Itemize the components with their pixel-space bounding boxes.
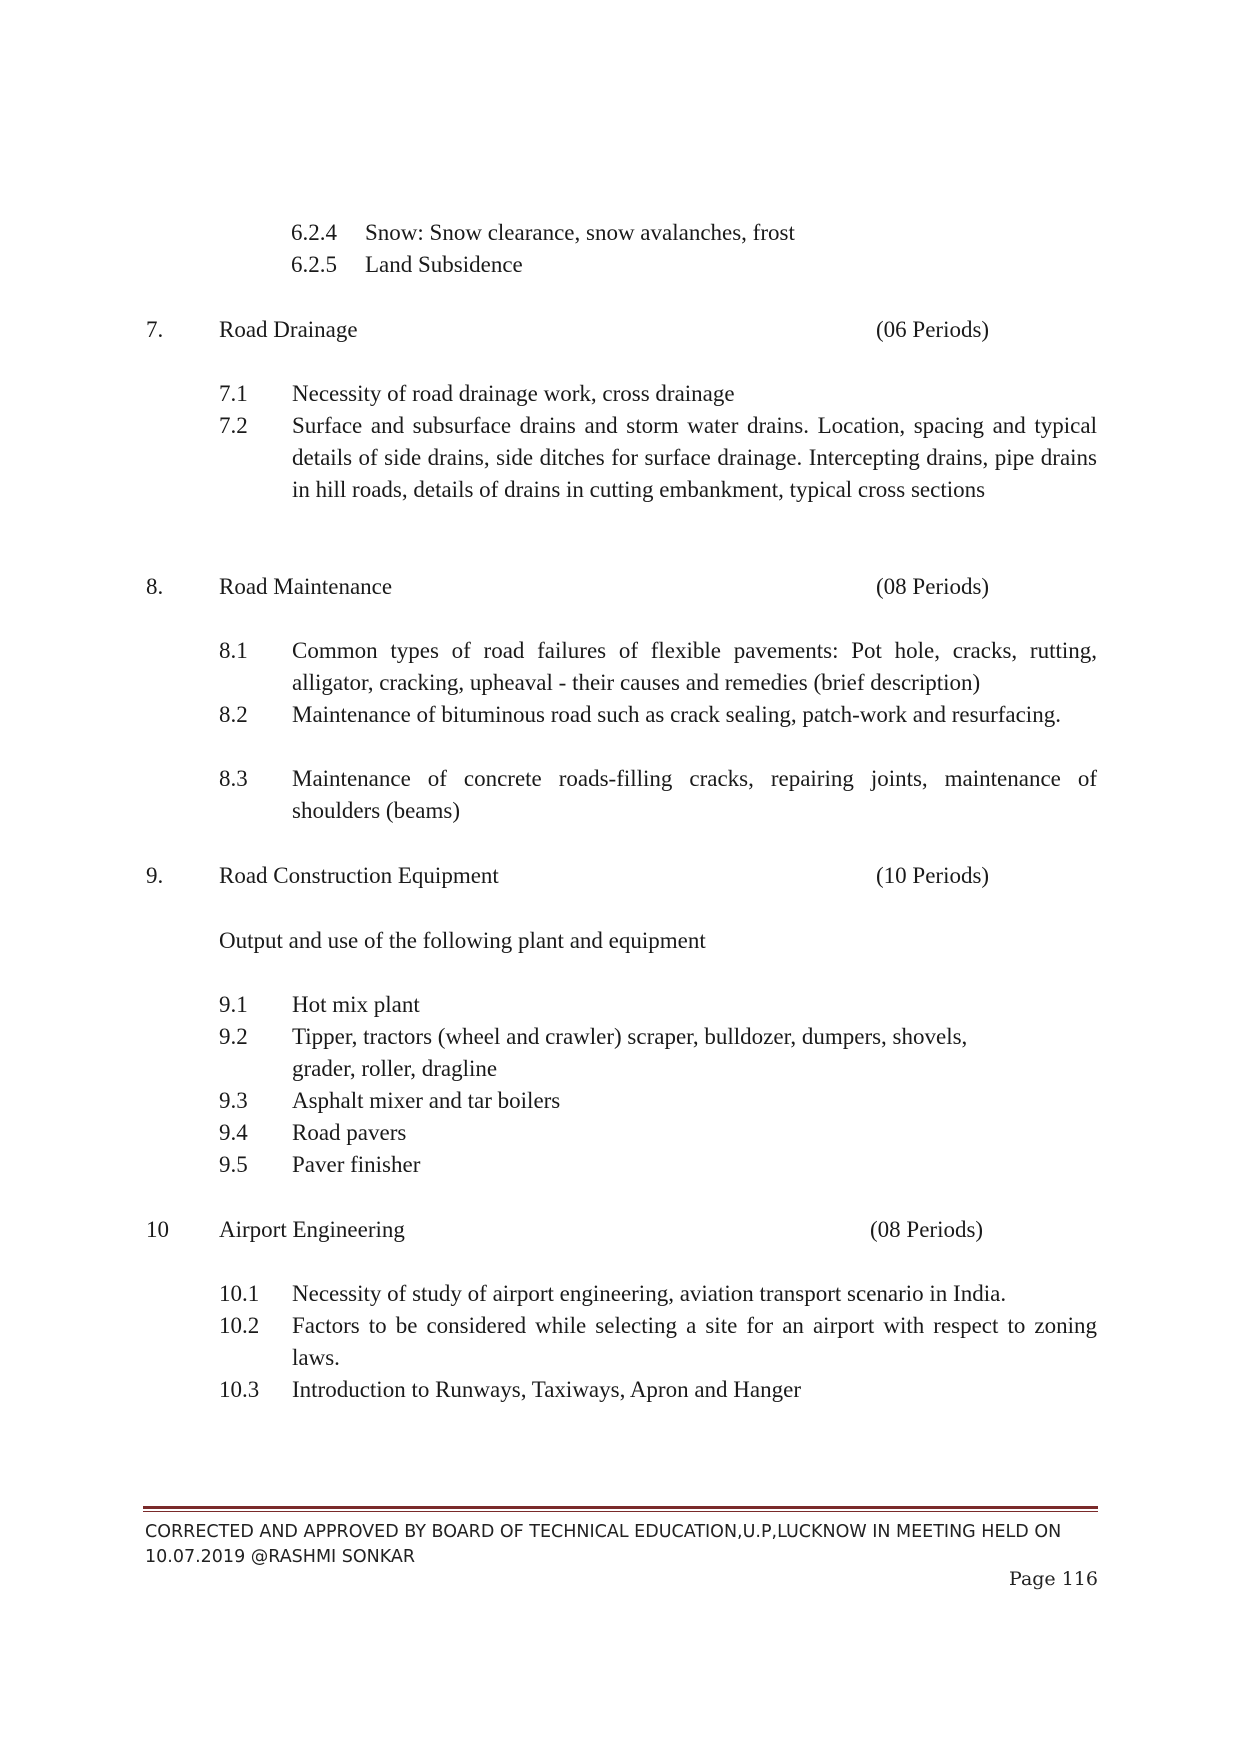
subtopic-text: Hot mix plant — [292, 992, 420, 1017]
subtopic-number: 8.3 — [219, 766, 248, 791]
subtopic-number: 9.3 — [219, 1088, 248, 1113]
section-intro: Output and use of the following plant and equipment — [219, 928, 706, 953]
subtopic-text: Road pavers — [292, 1120, 407, 1145]
page-number: Page 116 — [1009, 1568, 1098, 1590]
subtopic-text: Tipper, tractors (wheel and crawler) scraper, bulldozer, dumpers, shovels, grader, roller, dragline — [292, 1024, 968, 1081]
subtopic-number: 10.2 — [219, 1313, 260, 1338]
subtopic-text: Maintenance of bituminous road such as crack sealing, patch-work and resurfacing. — [292, 702, 1061, 727]
section-title: Road Drainage — [219, 317, 358, 342]
subtopic-number: 10.3 — [219, 1377, 260, 1402]
subtopic-number: 7.1 — [219, 381, 248, 406]
subtopic-number: 9.5 — [219, 1152, 248, 1177]
item-number: 6.2.5 — [291, 252, 337, 277]
section-number: 8. — [146, 574, 164, 599]
footer-rule — [143, 1506, 1098, 1509]
section-title: Airport Engineering — [219, 1217, 405, 1242]
footer-line-1: CORRECTED AND APPROVED BY BOARD OF TECHNICAL EDUCATION,U.P,LUCKNOW IN MEETING HELD ON — [145, 1522, 1062, 1542]
subtopic-number: 8.1 — [219, 638, 248, 663]
footer-line-2: 10.07.2019 @RASHMI SONKAR — [145, 1547, 416, 1567]
footer-text — [145, 1520, 1105, 1570]
subtopic-text: Surface and subsurface drains and storm water drains. Location, spacing and typical details of side drains, side ditches for surface drainage. Intercepting drains, pipe drains in hill roads, details of drains in cutting embankment, typical cross sections — [292, 413, 1097, 502]
section-periods: (10 Periods) — [876, 863, 990, 888]
item-text: Land Subsidence — [365, 252, 523, 277]
subtopic-number: 9.1 — [219, 992, 248, 1017]
item-text: Snow: Snow clearance, snow avalanches, frost — [365, 220, 795, 245]
subtopic-number: 9.2 — [219, 1024, 248, 1049]
subtopic-text: Common types of road failures of flexible pavements: Pot hole, cracks, rutting, alligator, cracking, upheaval - their causes and remedies (brief description) — [292, 638, 1097, 695]
subtopic-text: Paver finisher — [292, 1152, 421, 1177]
subtopic-text: Factors to be considered while selecting a site for an airport with respect to zoning laws. — [292, 1313, 1097, 1370]
subtopic-text: Necessity of road drainage work, cross drainage — [292, 381, 735, 406]
subtopic-text: Asphalt mixer and tar boilers — [292, 1088, 561, 1113]
subtopic-text: Necessity of study of airport engineering, aviation transport scenario in India. — [292, 1281, 1007, 1306]
subtopic-number: 8.2 — [219, 702, 248, 727]
item-number: 6.2.4 — [291, 220, 337, 245]
section-periods: (06 Periods) — [876, 317, 990, 342]
section-title: Road Maintenance — [219, 574, 393, 599]
section-periods: (08 Periods) — [876, 574, 990, 599]
footer-rule-thin — [143, 1511, 1098, 1512]
subtopic-number: 7.2 — [219, 413, 248, 438]
subtopic-text: Maintenance of concrete roads-filling cracks, repairing joints, maintenance of shoulders (beams) — [292, 766, 1097, 823]
section-number: 7. — [146, 317, 164, 342]
section-periods: (08 Periods) — [870, 1217, 984, 1242]
section-title: Road Construction Equipment — [219, 863, 499, 888]
subtopic-number: 10.1 — [219, 1281, 260, 1306]
subtopic-text: Introduction to Runways, Taxiways, Apron and Hanger — [292, 1377, 801, 1402]
subtopic-number: 9.4 — [219, 1120, 248, 1145]
section-number: 10 — [146, 1217, 169, 1242]
section-number: 9. — [146, 863, 164, 888]
